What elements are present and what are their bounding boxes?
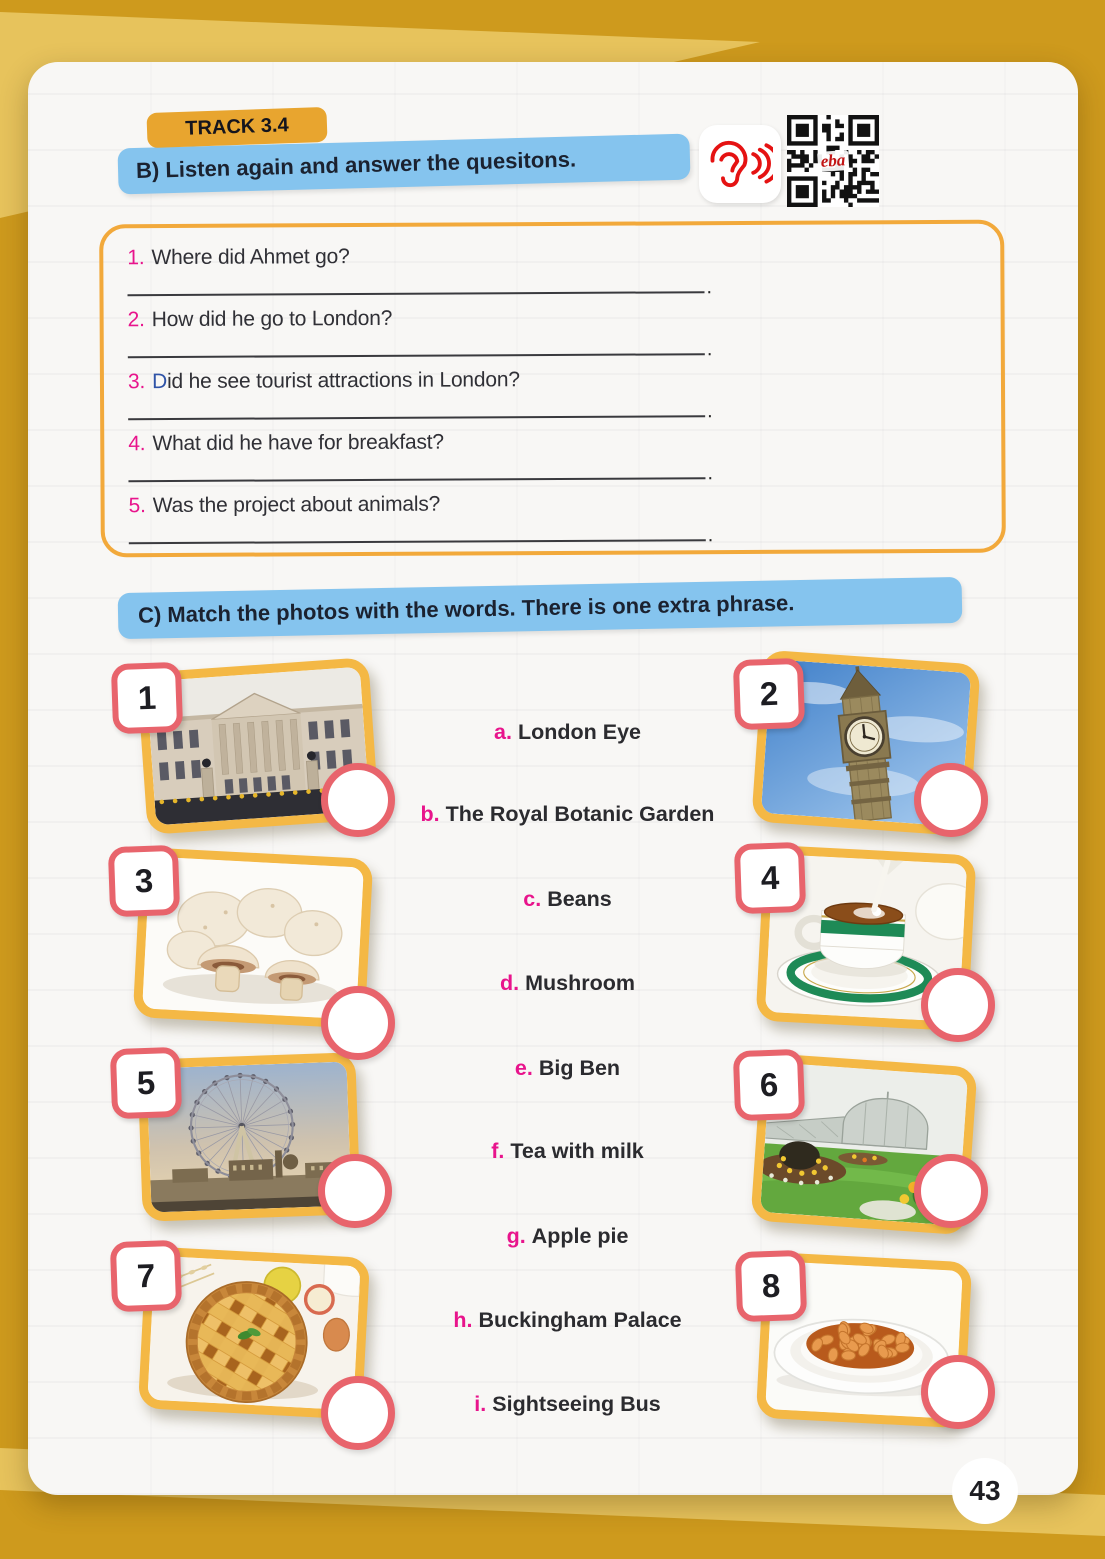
word-option-b (370, 802, 765, 827)
photo-number-badge (110, 1047, 182, 1119)
section-c-title: C) Match the photos with the words. There is one extra phrase. (137, 590, 795, 628)
answer-circle-6[interactable] (914, 1154, 988, 1228)
eba-logo: eba (817, 150, 849, 172)
answer-circle-4[interactable] (921, 968, 995, 1042)
question-number: 2. (127, 308, 145, 332)
question-3 (128, 364, 977, 425)
answer-line[interactable] (128, 455, 705, 482)
word-letter: f. (491, 1139, 505, 1163)
answer-circle-5[interactable] (318, 1154, 392, 1228)
photo-number: 2 (759, 674, 779, 713)
questions-box (99, 220, 1006, 558)
photo-number: 8 (761, 1266, 781, 1305)
word-option-e (370, 1056, 765, 1081)
question-text: Was the project about animals? (152, 492, 441, 518)
word-label: Tea with milk (510, 1139, 644, 1163)
question-number: 3. (127, 370, 146, 394)
line-period: . (706, 276, 713, 299)
photo-number: 6 (759, 1065, 779, 1104)
word-option-f (370, 1139, 765, 1164)
word-option-a (370, 720, 765, 745)
photo-number-badge (735, 1250, 807, 1322)
page-number: 43 (969, 1475, 1001, 1506)
word-letter: i. (474, 1392, 487, 1416)
photo-number-badge (734, 842, 806, 914)
word-option-h (370, 1308, 765, 1333)
word-letter: a. (494, 720, 512, 744)
word-label: Apple pie (531, 1224, 629, 1248)
question-text: id he see tourist attractions in London? (166, 368, 520, 394)
photo-number-badge (733, 1049, 805, 1121)
answer-circle-8[interactable] (921, 1355, 995, 1429)
question-lead-letter: D (152, 370, 168, 394)
page-number-circle (952, 1458, 1018, 1524)
line-period: . (707, 524, 714, 547)
photo-number-badge (733, 658, 805, 730)
question-4 (128, 426, 977, 487)
line-period: . (707, 400, 713, 423)
word-label: Mushroom (525, 971, 635, 995)
question-2 (128, 302, 977, 363)
word-option-c (370, 887, 765, 912)
word-letter: e. (514, 1056, 533, 1080)
question-text: Where did Ahmet go? (151, 245, 350, 270)
question-1 (127, 240, 976, 301)
answer-line[interactable] (128, 393, 705, 420)
word-option-i (370, 1392, 765, 1417)
track-label: TRACK 3.4 (184, 114, 290, 140)
answer-circle-3[interactable] (321, 986, 395, 1060)
photo-number-badge (108, 845, 180, 917)
question-number: 4. (128, 432, 146, 456)
ear-listening-icon (707, 137, 773, 191)
photo-number-badge (111, 662, 183, 734)
photo-number: 5 (136, 1063, 156, 1102)
word-label: Buckingham Palace (478, 1308, 682, 1332)
photo-number: 4 (760, 858, 780, 897)
question-5 (129, 488, 978, 549)
word-label: Sightseeing Bus (492, 1392, 661, 1416)
word-letter: c. (523, 887, 542, 911)
line-period: . (706, 338, 713, 361)
photo-number: 3 (134, 861, 154, 900)
word-letter: h. (453, 1308, 473, 1332)
word-label: Big Ben (538, 1056, 621, 1080)
question-number: 5. (128, 494, 146, 518)
word-label: London Eye (517, 720, 641, 744)
photo-number: 1 (137, 678, 157, 717)
answer-line[interactable] (129, 517, 706, 544)
answer-line[interactable] (127, 269, 704, 296)
word-letter: g. (506, 1224, 526, 1248)
answer-circle-7[interactable] (321, 1376, 395, 1450)
listening-icon (699, 125, 781, 203)
word-option-d (370, 971, 765, 996)
word-label: The Royal Botanic Garden (445, 802, 715, 826)
answer-circle-2[interactable] (914, 763, 988, 837)
photo-number: 7 (136, 1256, 156, 1295)
line-period: . (707, 462, 714, 485)
qr-code (787, 115, 879, 207)
track-badge (146, 107, 327, 148)
question-number: 1. (127, 246, 145, 270)
word-letter: b. (420, 802, 440, 826)
answer-circle-1[interactable] (321, 763, 395, 837)
question-text: How did he go to London? (151, 306, 393, 332)
word-label: Beans (547, 887, 612, 911)
word-letter: d. (500, 971, 520, 995)
word-option-g (370, 1224, 765, 1249)
section-b-title: B) Listen again and answer the quesitons. (135, 146, 577, 184)
question-text: What did he have for breakfast? (152, 430, 444, 456)
answer-line[interactable] (128, 331, 705, 358)
photo-number-badge (110, 1240, 182, 1312)
